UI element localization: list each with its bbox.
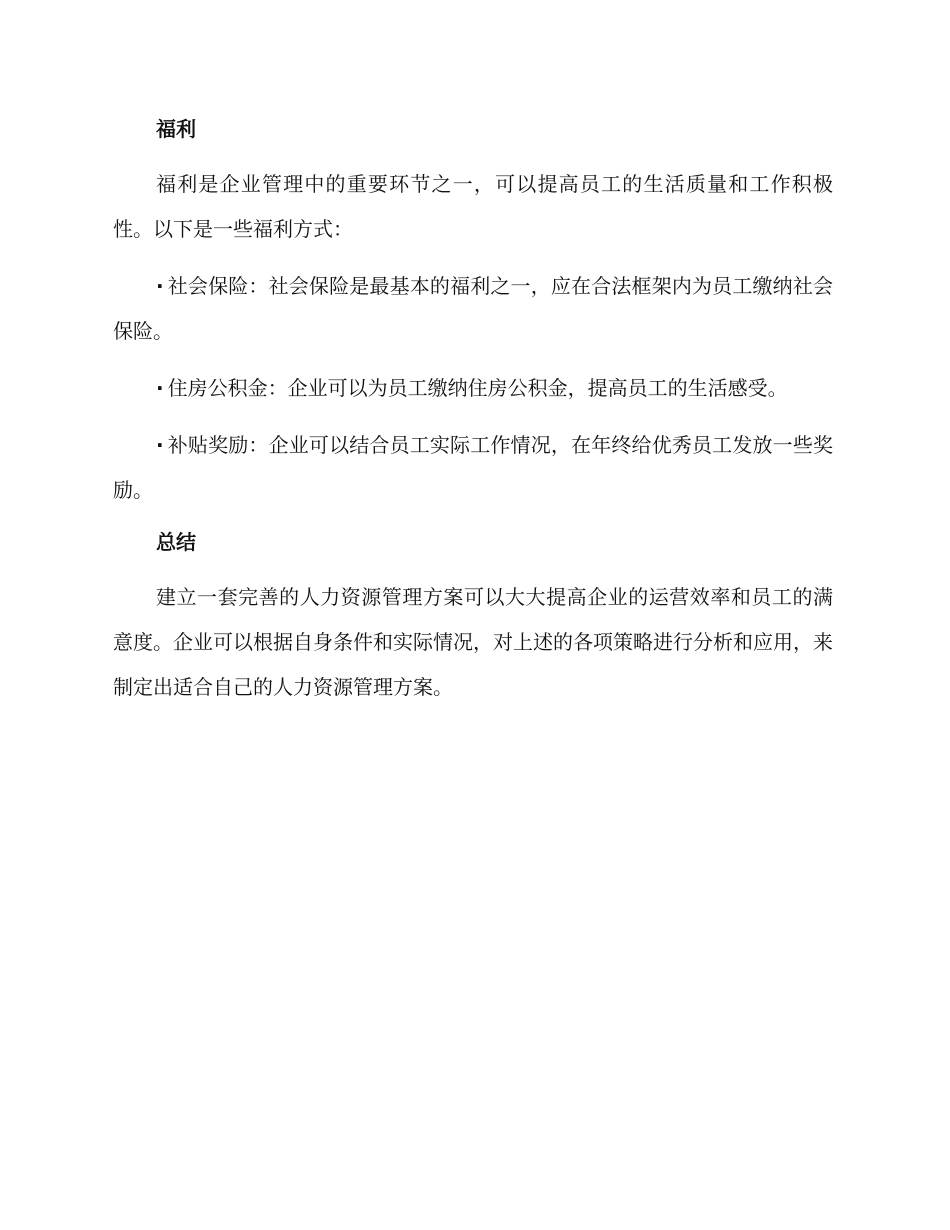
section-heading-summary: 总结 xyxy=(156,530,196,554)
bullet-icon: · xyxy=(156,274,164,298)
document-body xyxy=(113,112,833,722)
welfare-item-housing-fund xyxy=(113,366,833,411)
welfare-item-social-insurance xyxy=(113,264,833,354)
summary-paragraph: 建立一套完善的人力资源管理方案可以大大提高企业的运营效率和员工的满意度。企业可以根据自身条件和实际情况，对上述的各项策略进行分析和应用，来制定出适合自己的人力资源管理方案。 xyxy=(113,585,833,699)
welfare-item-text: 住房公积金：企业可以为员工缴纳住房公积金，提高员工的生活感受。 xyxy=(167,376,788,400)
bullet-icon: · xyxy=(156,376,164,400)
welfare-intro-paragraph: 福利是企业管理中的重要环节之一，可以提高员工的生活质量和工作积极性。以下是一些福利方式： xyxy=(113,172,833,241)
welfare-item-bonus xyxy=(113,423,833,513)
welfare-item-text: 社会保险：社会保险是最基本的福利之一，应在合法框架内为员工缴纳社会保险。 xyxy=(113,274,833,343)
section-heading-welfare: 福利 xyxy=(156,117,196,141)
bullet-icon: · xyxy=(156,433,164,457)
welfare-item-text: 补贴奖励：企业可以结合员工实际工作情况，在年终给优秀员工发放一些奖励。 xyxy=(113,433,833,502)
